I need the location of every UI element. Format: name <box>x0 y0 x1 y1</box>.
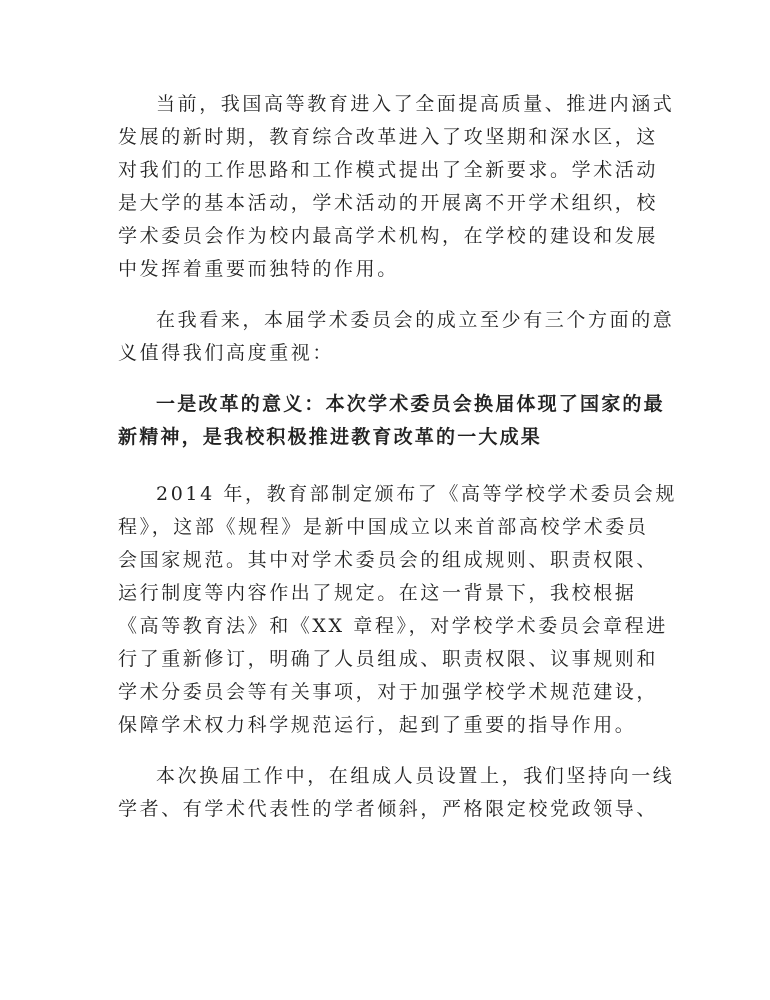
text-line: 行了重新修订，明确了人员组成、职责权限、议事规则和 <box>118 648 659 670</box>
paragraph-election <box>118 760 675 826</box>
text-line: 本次换届工作中，在组成人员设置上，我们坚持向一线 <box>156 765 675 787</box>
text-line: 义值得我们高度重视： <box>118 342 335 364</box>
text-line: 保障学术权力科学规范运行，起到了重要的指导作用。 <box>118 714 637 736</box>
text-line: 运行制度等内容作出了规定。在这一背景下，我校根据 <box>118 582 637 604</box>
paragraph-significance <box>118 304 675 370</box>
text-line: 学术委员会作为校内最高学术机构，在学校的建设和发展 <box>118 225 659 247</box>
text-line: 发展的新时期，教育综合改革进入了攻坚期和深水区，这 <box>118 126 659 148</box>
text-line: 《高等教育法》和《XX 章程》，对学校学术委员会章程进 <box>118 615 668 637</box>
section-heading <box>118 388 665 454</box>
text-line: 是大学的基本活动，学术活动的开展离不开学术组织，校 <box>118 192 659 214</box>
text-line: 学者、有学术代表性的学者倾斜，严格限定校党政领导、 <box>118 798 659 820</box>
text-line: 会国家规范。其中对学术委员会的组成规则、职责权限、 <box>118 549 659 571</box>
text-line: 在我看来，本届学术委员会的成立至少有三个方面的意 <box>156 309 675 331</box>
text-line: 程》，这部《规程》是新中国成立以来首部高校学术委员 <box>118 516 649 538</box>
paragraph-intro <box>118 88 675 286</box>
heading-line: 新精神，是我校积极推进教育改革的一大成果 <box>118 426 543 448</box>
text-line: 中发挥着重要而独特的作用。 <box>118 258 399 280</box>
text-line: 当前，我国高等教育进入了全面提高质量、推进内涵式 <box>156 93 675 115</box>
text-line: 学术分委员会等有关事项，对于加强学校学术规范建设， <box>118 681 659 703</box>
heading-line: 一是改革的意义：本次学术委员会换届体现了国家的最 <box>156 393 665 415</box>
text-line: 2014 年，教育部制定颁布了《高等学校学术委员会规 <box>156 483 677 505</box>
text-line: 对我们的工作思路和工作模式提出了全新要求。学术活动 <box>118 159 659 181</box>
document-page <box>118 88 677 844</box>
paragraph-regulation <box>118 478 677 742</box>
